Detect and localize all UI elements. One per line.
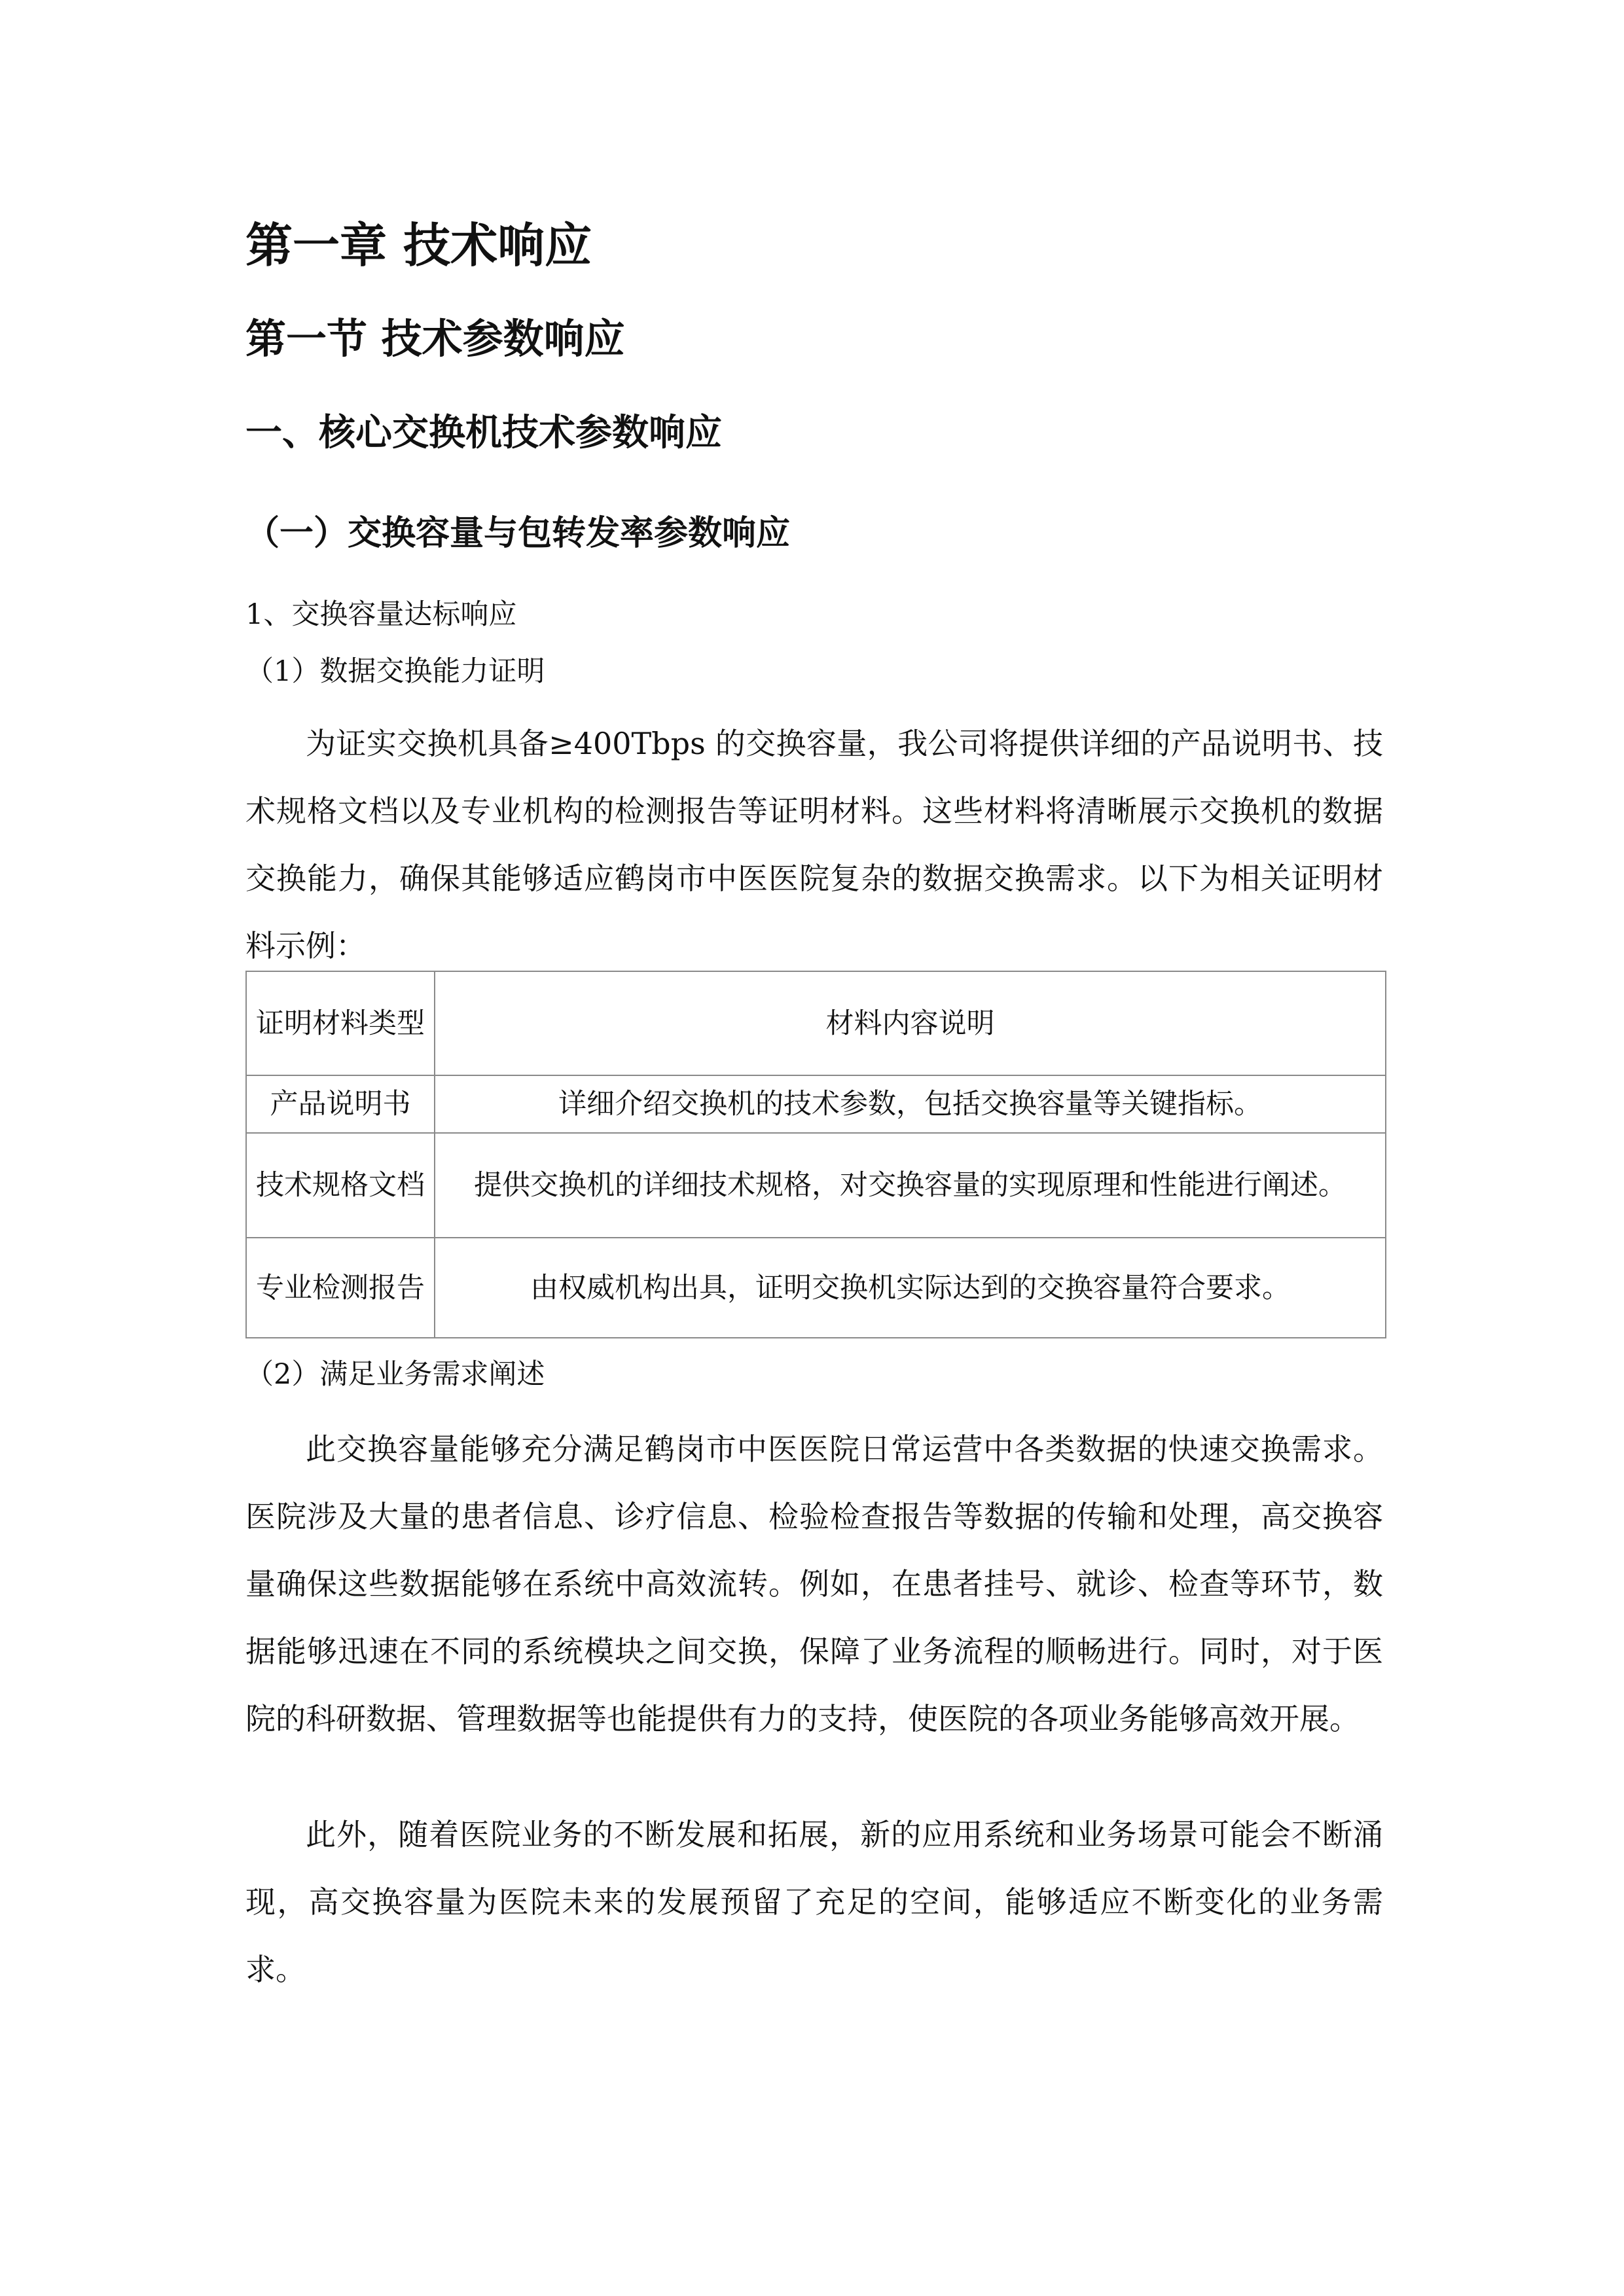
sub-item-heading-1: （1）数据交换能力证明: [245, 655, 545, 688]
paragraph-2: 此交换容量能够充分满足鹤岗市中医医院日常运营中各类数据的快速交换需求。医院涉及大量的患者信息、诊疗信息、检验检查报告等数据的传输和处理，高交换容量确保这些数据能够在系统中高效流转。例如，在患者挂号、就诊、检查等环节，数据能够迅速在不同的系统模块之间交换，保障了业务流程的顺畅进行。同时，对于医院的科研数据、管理数据等也能提供有力的支持，使医院的各项业务能够高效开展。: [245, 1431, 1383, 1736]
table-cell: 技术规格文档: [246, 1133, 435, 1238]
table-cell: 提供交换机的详细技术规格，对交换容量的实现原理和性能进行阐述。: [435, 1133, 1386, 1238]
paragraph-1: 为证实交换机具备≥400Tbps 的交换容量，我公司将提供详细的产品说明书、技术规格文档以及专业机构的检测报告等证明材料。这些材料将清晰展示交换机的数据交换能力，确保其能够适应鹤岗市中医医院复杂的数据交换需求。以下为相关证明材料示例：: [245, 726, 1383, 963]
sub-item-heading-2: （2）满足业务需求阐述: [245, 1358, 545, 1391]
table-cell: 由权威机构出具，证明交换机实际达到的交换容量符合要求。: [435, 1238, 1386, 1338]
table-cell: 详细介绍交换机的技术参数，包括交换容量等关键指标。: [435, 1075, 1386, 1133]
table-cell: 产品说明书: [246, 1075, 435, 1133]
item-heading-1: 1、交换容量达标响应: [245, 598, 517, 631]
table-header-row: [246, 971, 1386, 1075]
paragraph-3: 此外，随着医院业务的不断发展和拓展，新的应用系统和业务场景可能会不断涌现，高交换容量为医院未来的发展预留了充足的空间，能够适应不断变化的业务需求。: [245, 1817, 1383, 1987]
section-title: 第一节 技术参数响应: [245, 315, 625, 363]
evidence-table: [245, 971, 1386, 1338]
subsubsection-title: （一）交换容量与包转发率参数响应: [245, 513, 791, 553]
table-row: [246, 1133, 1386, 1238]
table-header-cell: 证明材料类型: [246, 971, 435, 1075]
table-header-cell: 材料内容说明: [435, 971, 1386, 1075]
subsection-title: 一、核心交换机技术参数响应: [245, 412, 722, 454]
chapter-title: 第一章 技术响应: [245, 218, 592, 273]
table-cell: 专业检测报告: [246, 1238, 435, 1338]
table-row: [246, 1075, 1386, 1133]
table-row: [246, 1238, 1386, 1338]
